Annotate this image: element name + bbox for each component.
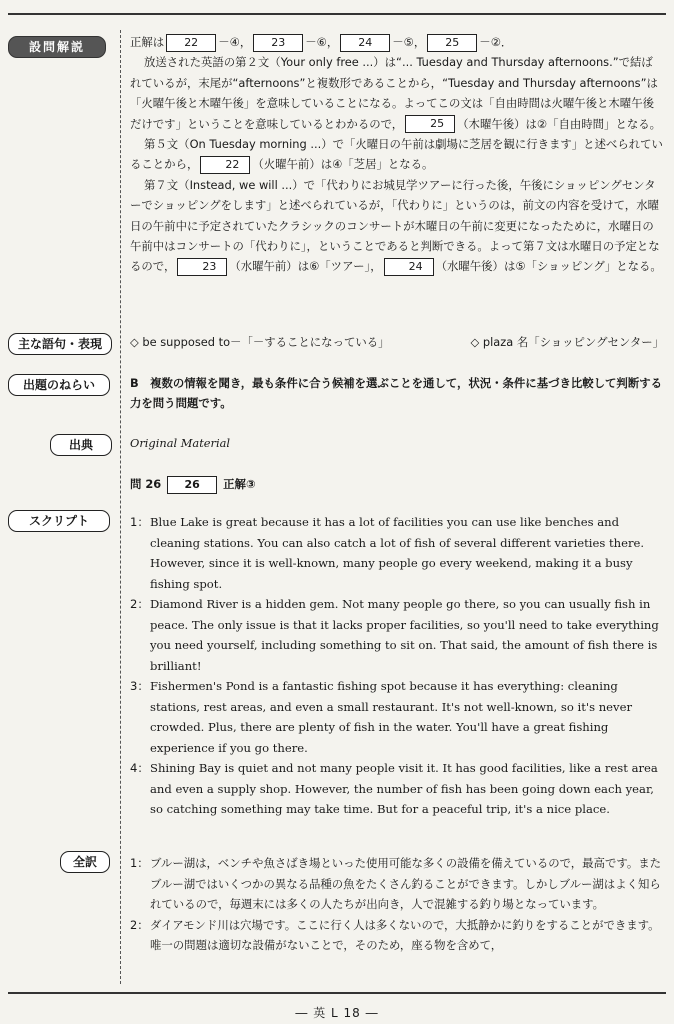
answer-comma: ，	[413, 35, 426, 49]
answer-label: 正解	[223, 477, 246, 491]
text: （火曜午前）は④「芝居」となる。	[252, 157, 434, 172]
phrase-left: ◇ be supposed to－「－することになっている」	[130, 335, 390, 349]
item-number: 2：	[130, 597, 149, 611]
answer-line	[130, 32, 664, 52]
script-item	[130, 512, 664, 594]
answer-box-24: 24	[340, 34, 390, 52]
answer-sep: －	[218, 35, 230, 49]
explanation-section	[130, 32, 664, 277]
answer-box: 22	[200, 156, 250, 174]
translation-section	[130, 853, 664, 956]
answer-box: 25	[405, 115, 455, 133]
answer-sep: －	[305, 35, 317, 49]
bottom-rule	[8, 992, 666, 994]
question-box: 26	[167, 476, 217, 494]
text: 第５文（On Tuesday morning ...）で「火曜日の午前は劇場に芝居を観に行きます」と述べられていることから，	[130, 137, 663, 172]
answer-box: 24	[384, 258, 434, 276]
answer-prefix: 正解は	[130, 35, 165, 49]
text: 放送された英語の第２文（Your only free ...）は“... Tuesday and Thursday afternoons.”で結ばれているが，末尾が“afternoons”と複数形であることから，“Tuesday and Thursday afternoons”は「火曜午後と木曜午後」を意味していることになる。よってこの文は「自由時間は火曜午後と木曜午後だけです」ということを意味しているとわかるので，	[130, 55, 658, 131]
answer-choice: ⑥	[316, 35, 327, 49]
answer-comma: ，	[326, 35, 339, 49]
label-source: 出典	[50, 434, 112, 456]
explanation-paragraph-1	[130, 52, 664, 134]
text: （水曜午後）は⑤「ショッピング」となる。	[435, 259, 662, 274]
script-section	[130, 512, 664, 820]
answer-box-25: 25	[427, 34, 477, 52]
label-phrases: 主な語句・表現	[8, 333, 112, 355]
text: （木曜午後）は②「自由時間」となる。	[457, 116, 662, 131]
script-item	[130, 758, 664, 820]
label-translation: 全訳	[60, 851, 110, 873]
question-label: 問 26	[130, 477, 162, 491]
item-number: 4：	[130, 761, 149, 775]
label-script: スクリプト	[8, 510, 110, 532]
translation-item	[130, 853, 664, 915]
label-explanation: 設問解説	[8, 36, 106, 58]
aim-marker: B	[130, 376, 139, 390]
answer-box-23: 23	[253, 34, 303, 52]
item-text: Fishermen's Pond is a fantastic fishing spot because it has everything: cleaning stations, rest areas, and even a small restaurant. It's not well-known, so it's never crowded. Plus, there are plenty of fish in the water. You'll have a great fishing experience if you go there.	[150, 679, 632, 755]
explanation-paragraph-3	[130, 175, 664, 277]
aim-text	[130, 373, 664, 414]
question-line	[130, 474, 664, 494]
item-text: Blue Lake is great because it has a lot of facilities you can use like benches and cleaning stations. You can also catch a lot of fish of several different varieties there. However, since it is well-known, many people go every weekend, making it a busy fishing spot.	[150, 515, 645, 591]
text: 第７文（Instead, we will ...）で「代わりにお城見学ツアーに行った後，午後にショッピングセンターでショッピングをします」と述べられているが，「代わりに」というのは，前文の内容を受けて，水曜日の午前中に予定されていたクラシックのコンサートが木曜日の午前に変更になったために，水曜日の午前中はコンサートの「代わりに」，ということであると判断できる。よって第７文は水曜日の予定となるので，	[130, 177, 660, 274]
answer-sep: －	[392, 35, 404, 49]
item-text: ブルー湖は，ベンチや魚さばき場といった使用可能な多くの設備を備えているので，最高です。またブルー湖ではいくつかの異なる品種の魚をたくさん釣ることができます。しかしブルー湖はよく知られているので，毎週末には多くの人たちが出向き，人で混雑する釣り場となっています。	[150, 856, 661, 911]
answer-end: ．	[500, 35, 513, 49]
script-item	[130, 676, 664, 758]
item-number: 3：	[130, 679, 149, 693]
script-item	[130, 594, 664, 676]
item-text: Shining Bay is quiet and not many people visit it. It has good facilities, like a rest area and even a supply shop. However, the number of fish has been going down each year, so catching something may take time. But for a peaceful trip, it's a nice place.	[150, 761, 658, 816]
answer-choice: ⑤	[403, 35, 414, 49]
answer-choice: ④	[229, 35, 240, 49]
page-number: ― 英 L 18 ―	[295, 1006, 379, 1020]
label-aim: 出題のねらい	[8, 374, 110, 396]
item-number: 1：	[130, 515, 149, 529]
answer-box: 23	[177, 258, 227, 276]
translation-item	[130, 915, 664, 956]
answer-choice: ③	[245, 477, 256, 491]
phrase-right: ◇ plaza 名「ショッピングセンター」	[470, 335, 664, 349]
answer-box-22: 22	[166, 34, 216, 52]
top-rule	[8, 13, 666, 15]
phrases-row	[130, 332, 664, 352]
explanation-paragraph-2	[130, 134, 664, 175]
text: （水曜午前）は⑥「ツアー」，	[229, 259, 382, 274]
item-number: 1：	[130, 856, 149, 870]
answer-sep: －	[479, 35, 491, 49]
answer-choice: ②	[490, 35, 501, 49]
item-number: 2：	[130, 917, 149, 932]
source-text: Original Material	[130, 436, 231, 450]
margin-divider	[120, 30, 121, 984]
item-text: ダイアモンド川は穴場です。ここに行く人は多くないので，大抵静かに釣りをすることができます。唯一の問題は適切な設備がないことで，そのため，座る物を含めて，	[150, 917, 660, 952]
item-text: Diamond River is a hidden gem. Not many people go there, so you can usually fish in peace. The only issue is that it lacks proper facilities, so you'll need to take everything you need yourself, including something to sit on. That said, the amount of fish there is brilliant!	[150, 597, 659, 673]
aim-body: 複数の情報を聞き，最も条件に合う候補を選ぶことを通して，状況・条件に基づき比較して判断する力を問う問題です。	[130, 376, 662, 411]
answer-comma: ，	[239, 35, 252, 49]
